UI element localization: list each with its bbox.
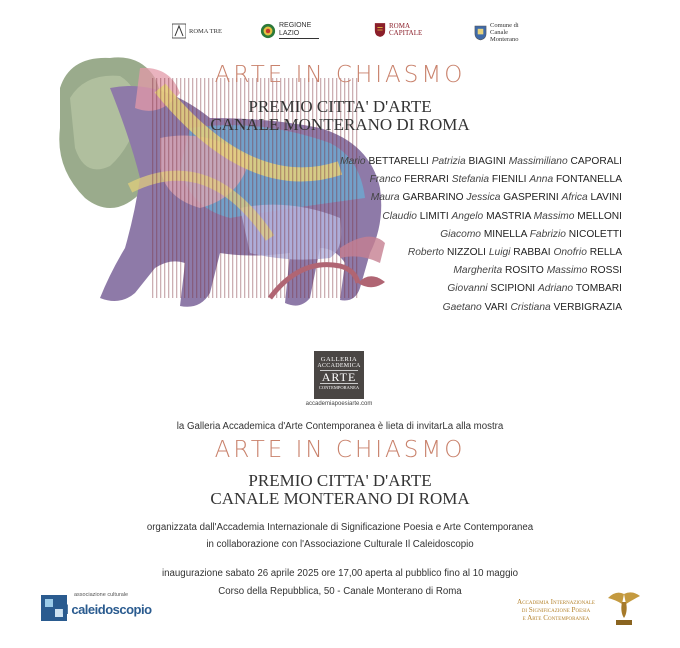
artist-row bbox=[340, 189, 622, 207]
artist-last-name: LIMITI bbox=[419, 210, 449, 222]
artist-first-name: Anna bbox=[529, 174, 554, 186]
comune-label-2: Canale bbox=[490, 29, 509, 36]
artist-list bbox=[340, 153, 622, 317]
invite-intro: la Galleria Accademica d'Arte Contemporanea è lieta di invitarLa alla mostra bbox=[176, 421, 504, 432]
artist-first-name: Massimiliano bbox=[508, 156, 568, 167]
gallery-line-4: CONTEMPORANEA bbox=[318, 385, 360, 390]
regione-lazio-icon bbox=[260, 23, 276, 39]
gallery-website: accademiapoesiarte.com bbox=[305, 401, 373, 407]
comune-shield-icon bbox=[474, 24, 487, 41]
artist-first-name: Maura bbox=[370, 192, 400, 204]
artist-last-name: SCIPIONI bbox=[490, 283, 536, 295]
roma-capitale-logo bbox=[374, 22, 427, 38]
artist-row bbox=[340, 226, 622, 244]
artist-row bbox=[340, 280, 622, 298]
regione-lazio-label: REGIONE LAZIO bbox=[279, 22, 319, 39]
invite-title: ARTE IN CHIASMO bbox=[214, 437, 466, 463]
invite-organized: organizzata dall'Accademia Internazionale di Significazione Poesia e Arte Contemporanea bbox=[146, 522, 534, 533]
artist-last-name: MELLONI bbox=[577, 210, 622, 222]
artist-first-name: Fabrizio bbox=[529, 228, 566, 240]
comune-logo bbox=[474, 22, 519, 43]
header-title: ARTE IN CHIASMO bbox=[214, 62, 466, 88]
artist-first-name: Africa bbox=[561, 192, 588, 204]
caleidoscopio-small-label: associazione culturale bbox=[74, 592, 129, 598]
artist-row bbox=[340, 208, 622, 226]
winged-statue-icon bbox=[606, 588, 642, 628]
comune-label-3: Monterano bbox=[490, 36, 519, 43]
accademia-line-2: di Significazione Poesia bbox=[521, 606, 591, 614]
artist-row bbox=[340, 171, 622, 189]
roma-tre-icon bbox=[172, 22, 186, 40]
comune-label-1: Comune di bbox=[490, 22, 519, 29]
artist-last-name: BIAGINI bbox=[468, 156, 506, 167]
artist-last-name: RABBAI bbox=[513, 246, 551, 258]
artist-last-name: NICOLETTI bbox=[568, 228, 622, 240]
artist-row bbox=[340, 299, 622, 317]
roma-tre-label: ROMA TRE bbox=[189, 27, 222, 35]
roma-capitale-shield-icon bbox=[374, 22, 386, 38]
artist-first-name: Onofrio bbox=[553, 246, 587, 258]
artist-first-name: Mario bbox=[340, 156, 366, 167]
artist-first-name: Roberto bbox=[407, 246, 445, 258]
artist-last-name: MINELLA bbox=[483, 228, 527, 240]
artist-first-name: Cristiana bbox=[510, 301, 551, 313]
gallery-line-3: ARTE bbox=[321, 370, 357, 384]
artist-last-name: ROSSI bbox=[590, 265, 622, 277]
invite-address: Corso della Repubblica, 50 - Canale Monterano di Roma bbox=[218, 586, 462, 597]
artist-last-name: FERRARI bbox=[404, 174, 449, 186]
artist-last-name: VERBIGRAZIA bbox=[553, 301, 622, 313]
caleidoscopio-name: il caleidoscopio bbox=[62, 602, 152, 617]
artist-row bbox=[340, 262, 622, 280]
artist-first-name: Patrizia bbox=[431, 156, 466, 167]
artist-last-name: VARI bbox=[484, 301, 508, 313]
artist-first-name: Giovanni bbox=[447, 283, 488, 295]
artist-first-name: Stefania bbox=[451, 174, 490, 186]
invite-collab: in collaborazione con l'Associazione Culturale Il Caleidoscopio bbox=[206, 539, 474, 550]
artist-last-name: TOMBARI bbox=[575, 283, 622, 295]
artist-last-name: FONTANELLA bbox=[555, 174, 622, 186]
gallery-line-1: GALLERIA bbox=[320, 356, 358, 363]
artist-first-name: Gaetano bbox=[442, 301, 482, 313]
artist-last-name: LAVINI bbox=[590, 192, 622, 204]
artist-row bbox=[340, 153, 622, 171]
artist-last-name: BETTARELLI bbox=[368, 156, 429, 167]
regione-lazio-logo bbox=[260, 22, 319, 39]
accademia-logo bbox=[508, 588, 648, 628]
artist-first-name: Margherita bbox=[453, 265, 503, 277]
artist-last-name: ROSITO bbox=[504, 265, 544, 277]
accademia-line-3: e Arte Contemporanea bbox=[522, 614, 590, 622]
artist-first-name: Giacomo bbox=[440, 228, 481, 240]
header-subtitle-2: CANALE MONTERANO DI ROMA bbox=[210, 115, 470, 134]
accademia-line-1: Accademia Internazionale bbox=[517, 598, 595, 606]
artist-first-name: Claudio bbox=[382, 210, 417, 222]
artist-first-name: Luigi bbox=[488, 246, 511, 258]
roma-capitale-label: ROMA CAPITALE bbox=[389, 22, 423, 37]
artist-last-name: NIZZOLI bbox=[446, 246, 487, 258]
invite-subtitle-1: PREMIO CITTA' D'ARTE bbox=[248, 471, 432, 490]
artist-last-name: FIENILI bbox=[491, 174, 527, 186]
artist-first-name: Jessica bbox=[466, 192, 501, 204]
roma-tre-logo bbox=[172, 22, 222, 40]
artist-first-name: Massimo bbox=[533, 210, 575, 222]
header-subtitle-1: PREMIO CITTA' D'ARTE bbox=[248, 97, 432, 116]
artist-last-name: GASPERINI bbox=[503, 192, 559, 204]
artist-last-name: MASTRIA bbox=[486, 210, 531, 222]
gallery-line-2: ACCADEMICA bbox=[317, 363, 361, 369]
artist-last-name: CAPORALI bbox=[570, 156, 622, 167]
artist-first-name: Massimo bbox=[546, 265, 588, 277]
artist-first-name: Franco bbox=[369, 174, 402, 186]
invite-opening: inaugurazione sabato 26 aprile 2025 ore 17,00 aperta al pubblico fino al 10 maggio bbox=[161, 568, 518, 579]
artist-last-name: GARBARINO bbox=[402, 192, 464, 204]
galleria-accademica-logo bbox=[314, 351, 364, 399]
invite-subtitle-2: CANALE MONTERANO DI ROMA bbox=[210, 489, 470, 508]
artist-last-name: RELLA bbox=[589, 246, 622, 258]
caleidoscopio-logo bbox=[40, 592, 158, 624]
artist-first-name: Angelo bbox=[451, 210, 484, 222]
accademia-text bbox=[508, 598, 604, 622]
artist-row bbox=[340, 244, 622, 262]
artist-first-name: Adriano bbox=[537, 283, 574, 295]
